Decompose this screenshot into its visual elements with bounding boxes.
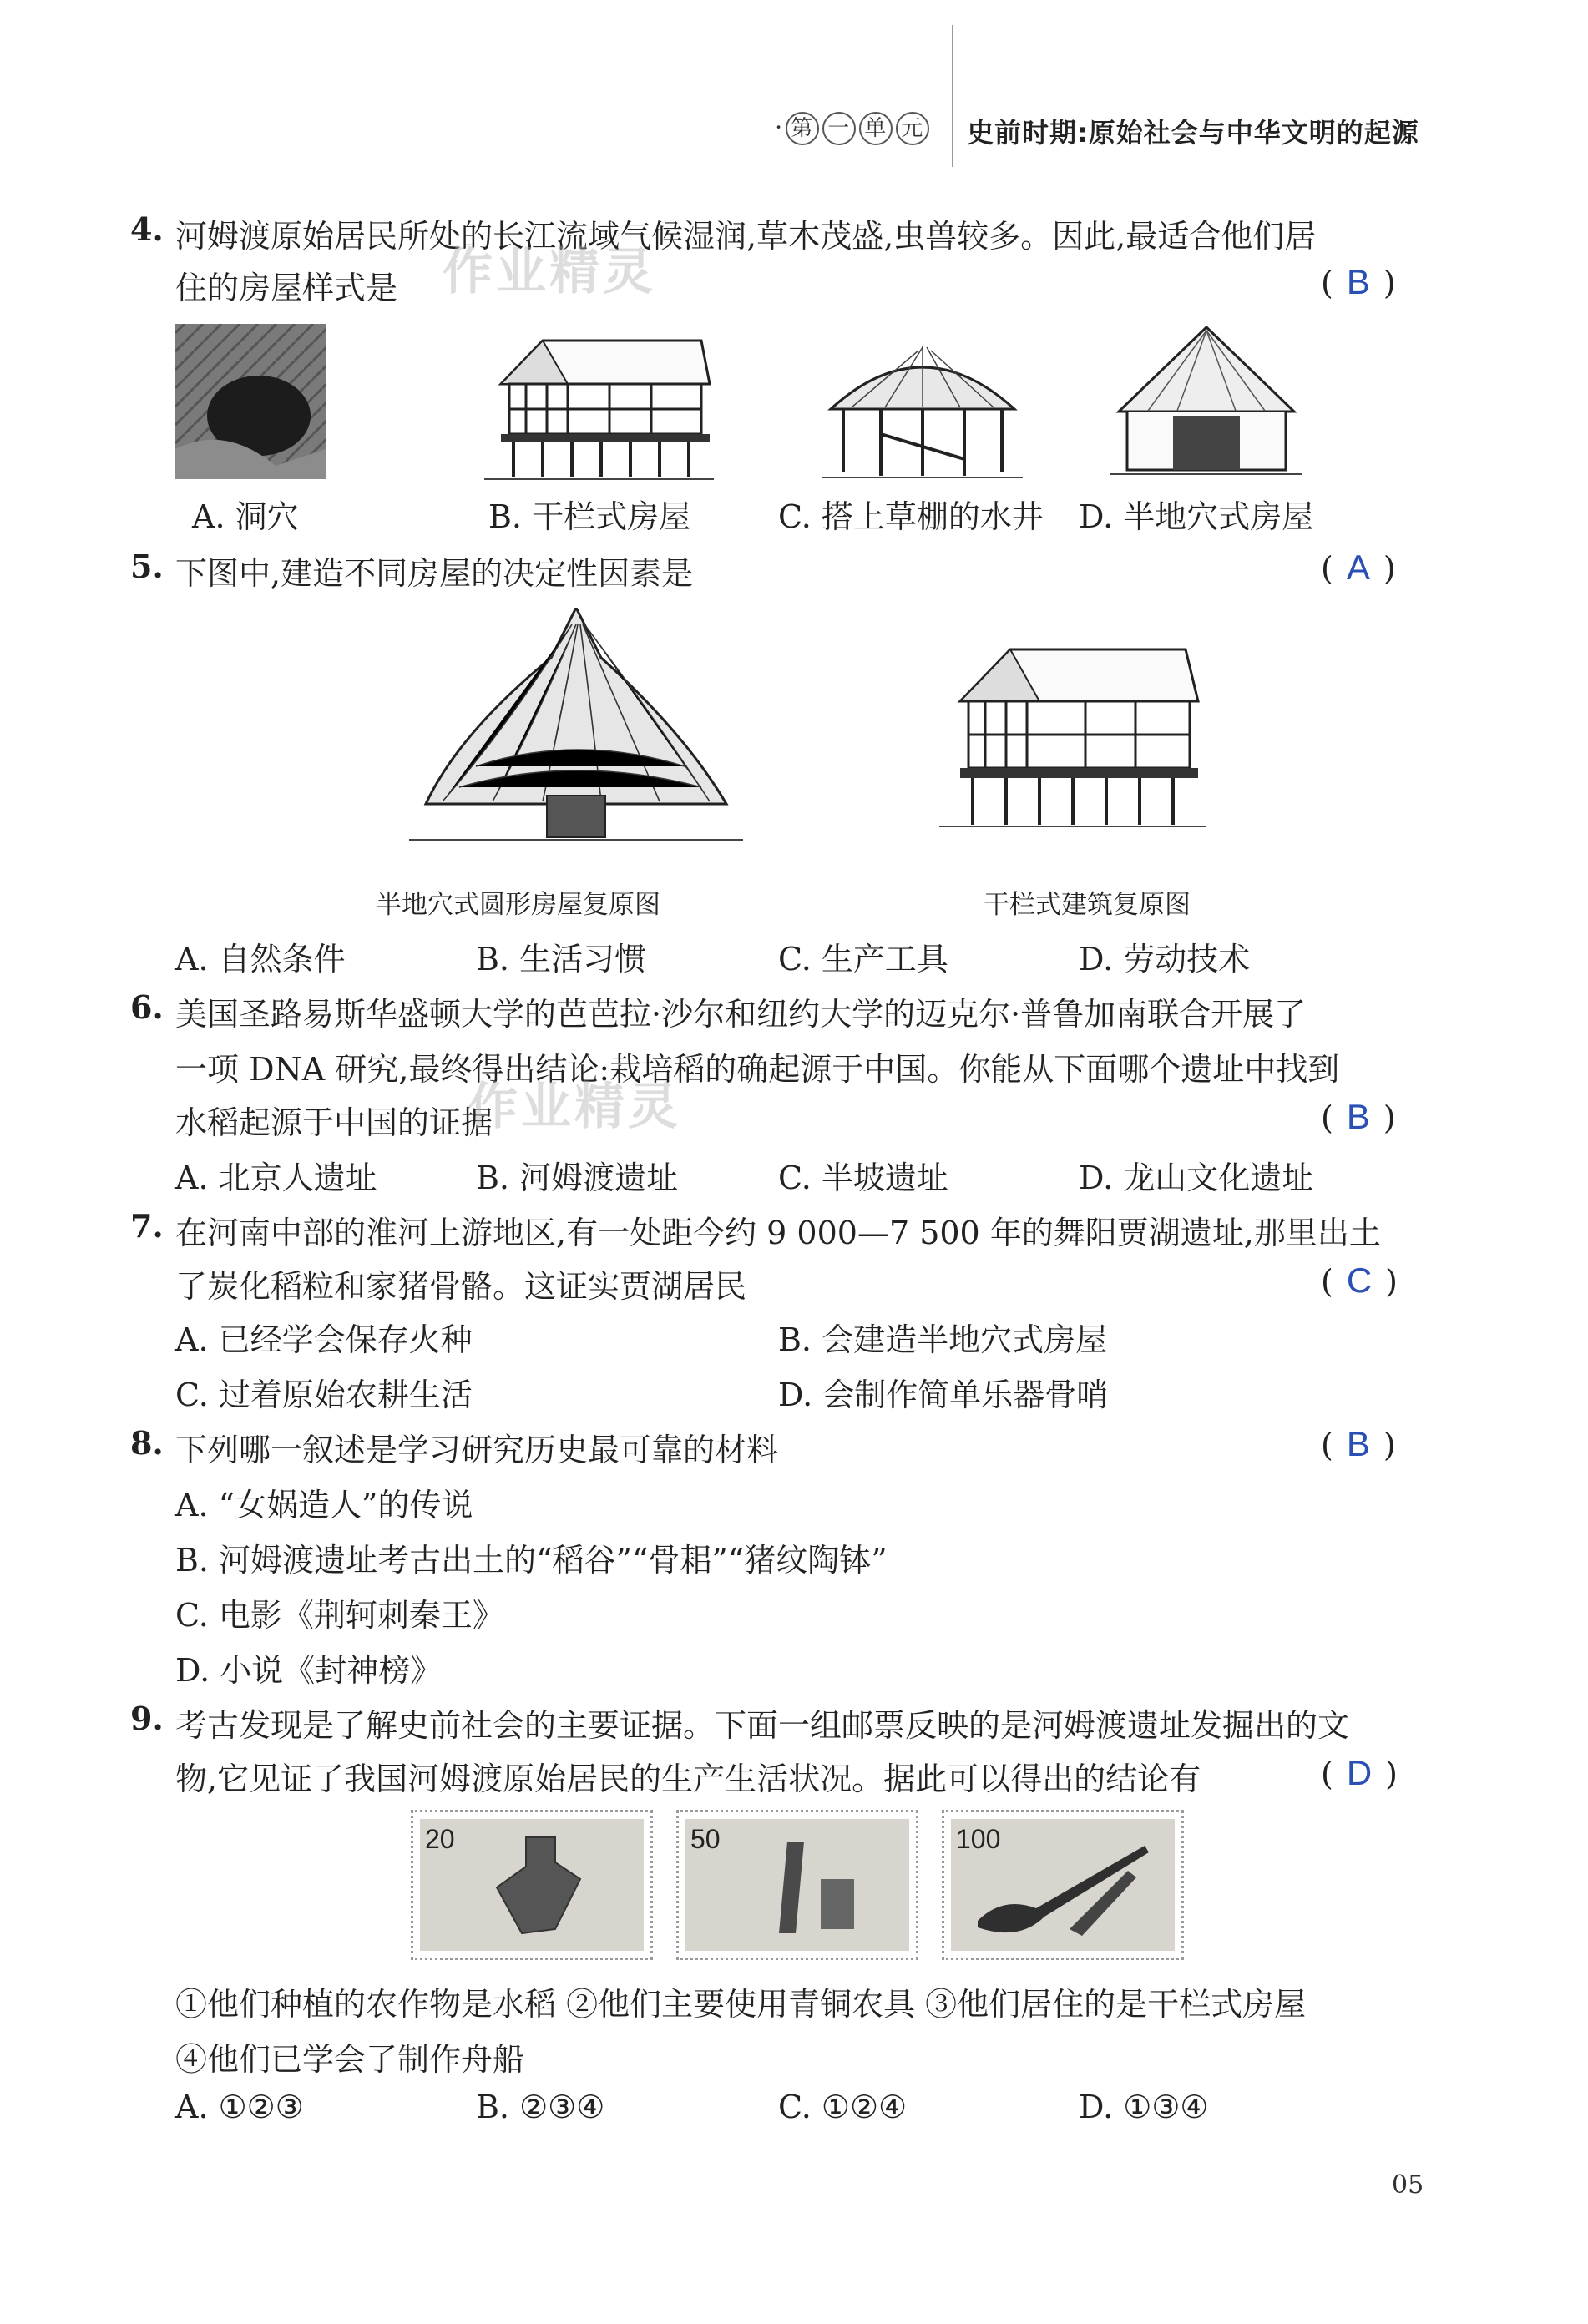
answer-letter: C — [1346, 1261, 1373, 1300]
header-title: 史前时期:原始社会与中华文明的起源 — [967, 117, 1419, 149]
statement-line: ①他们种植的农作物是水稻 ②他们主要使用青铜农具 ③他们居住的是干栏式房屋 — [175, 1986, 1307, 2023]
spade-artifact-icon — [463, 1829, 614, 1946]
option-b: B. 干栏式房屋 — [488, 498, 691, 535]
option-a: A. “女娲造人”的传说 — [175, 1487, 473, 1523]
unit-char: 元 — [896, 112, 929, 145]
question-text: 考古发现是了解史前社会的主要证据。下面一组邮票反映的是河姆渡遗址发掘出的文 — [175, 1707, 1350, 1744]
option-b: B. ②③④ — [476, 2089, 605, 2125]
question-number: 9. — [130, 1700, 164, 1737]
option-d: D. 劳动技术 — [1079, 941, 1251, 978]
answer-bracket: ( B ) — [1321, 262, 1396, 301]
question-text: 下图中,建造不同房屋的决定性因素是 — [175, 555, 694, 592]
option-b: B. 河姆渡遗址 — [476, 1159, 679, 1196]
option-c: C. ①②④ — [778, 2089, 908, 2125]
question-number: 7. — [130, 1207, 164, 1245]
page-number: 05 — [1392, 2170, 1424, 2200]
question-text: 河姆渡原始居民所处的长江流域气候湿润,草木茂盛,虫兽较多。因此,最适合他们居 — [175, 218, 1317, 255]
statement-line: ④他们已学会了制作舟船 — [175, 2041, 525, 2078]
question-text: 美国圣路易斯华盛顿大学的芭芭拉·沙尔和纽约大学的迈克尔·普鲁加南联合开展了 — [175, 996, 1307, 1033]
option-d: D. 半地穴式房屋 — [1079, 498, 1314, 535]
option-b: B. 河姆渡遗址考古出土的“稻谷”“骨耜”“猪纹陶钵” — [175, 1542, 888, 1579]
answer-letter: B — [1346, 1097, 1370, 1136]
option-a: A. 自然条件 — [175, 941, 346, 978]
question-text: 在河南中部的淮河上游地区,有一处距今约 9 000—7 500 年的舞阳贾湖遗址,那里出土 — [175, 1215, 1381, 1251]
option-a: A. 已经学会保存火种 — [175, 1321, 473, 1358]
stamp-value: 100 — [956, 1824, 1001, 1854]
question-text: 下列哪一叙述是学习研究历史最可靠的材料 — [175, 1432, 779, 1468]
bone-tool-icon — [729, 1829, 896, 1946]
question-text: 物,它见证了我国河姆渡原始居民的生产生活状况。据此可以得出的结论有 — [175, 1761, 1201, 1797]
stamp — [942, 1810, 1184, 1960]
question-text: 水稻起源于中国的证据 — [175, 1104, 493, 1141]
option-d: D. 小说《封神榜》 — [175, 1652, 443, 1689]
answer-bracket: ( B ) — [1321, 1097, 1396, 1136]
question-number: 5. — [130, 548, 164, 585]
answer-bracket: ( A ) — [1321, 548, 1396, 587]
option-a: A. 北京人遗址 — [175, 1159, 377, 1196]
unit-char: 单 — [859, 112, 893, 145]
option-a: A. ①②③ — [175, 2089, 304, 2125]
unit-char: 第 — [786, 112, 819, 145]
watermark: 作业精灵 — [468, 1078, 681, 1136]
answer-letter: B — [1346, 1424, 1370, 1463]
watermark: 作业精灵 — [443, 243, 656, 301]
option-b: B. 会建造半地穴式房屋 — [778, 1321, 1108, 1358]
answer-letter: D — [1346, 1753, 1373, 1792]
option-c: C. 搭上草棚的水井 — [778, 498, 1044, 535]
answer-letter: A — [1346, 548, 1370, 587]
stamp — [411, 1810, 653, 1960]
question-number: 8. — [130, 1424, 164, 1462]
answer-bracket: ( B ) — [1321, 1424, 1396, 1463]
header-divider — [952, 25, 953, 167]
stamp-value: 50 — [690, 1824, 721, 1854]
question-number: 6. — [130, 988, 164, 1026]
option-d: D. ①③④ — [1079, 2089, 1209, 2125]
stilt-building-image — [935, 643, 1211, 835]
option-c: C. 过着原始农耕生活 — [175, 1377, 473, 1413]
unit-prefix: · — [775, 113, 785, 141]
unit-tag — [775, 112, 931, 145]
option-c: C. 电影《荆轲刺秦王》 — [175, 1597, 504, 1634]
option-c: C. 生产工具 — [778, 941, 948, 978]
question-number: 4. — [130, 210, 164, 248]
wooden-paddle-icon — [969, 1837, 1161, 1946]
answer-bracket: ( D ) — [1321, 1753, 1398, 1792]
thatched-well-image — [818, 334, 1027, 484]
stilt-house-image — [476, 334, 718, 484]
figure-caption: 干栏式建筑复原图 — [984, 890, 1191, 920]
question-text: 了炭化稻粒和家猪骨骼。这证实贾湖居民 — [175, 1268, 747, 1305]
answer-bracket: ( C ) — [1321, 1261, 1398, 1300]
cave-image — [175, 324, 326, 479]
figure-caption: 半地穴式圆形房屋复原图 — [376, 890, 660, 920]
option-a: A. 洞穴 — [192, 498, 299, 535]
answer-letter: B — [1346, 262, 1370, 301]
semi-underground-house-image — [1106, 324, 1307, 484]
option-d: D. 龙山文化遗址 — [1079, 1159, 1314, 1196]
option-b: B. 生活习惯 — [476, 941, 647, 978]
stamp-value: 20 — [425, 1824, 455, 1854]
round-hut-image — [409, 608, 743, 850]
question-text: 住的房屋样式是 — [175, 270, 398, 306]
stamp — [676, 1810, 918, 1960]
unit-char: 一 — [822, 112, 856, 145]
option-c: C. 半坡遗址 — [778, 1159, 948, 1196]
question-text: 一项 DNA 研究,最终得出结论:栽培稻的确起源于中国。你能从下面哪个遗址中找到 — [175, 1051, 1340, 1088]
option-d: D. 会制作简单乐器骨哨 — [778, 1377, 1109, 1413]
